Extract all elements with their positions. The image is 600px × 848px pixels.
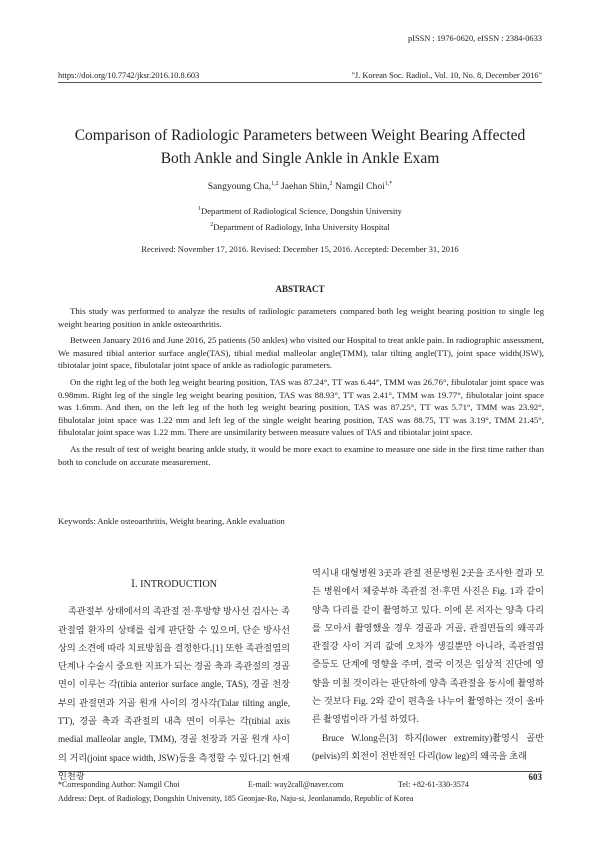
footer-address <box>58 794 542 806</box>
abstract-heading: ABSTRACT <box>275 284 325 294</box>
header-divider <box>58 82 542 83</box>
author-2: Jaehan Shin, <box>281 181 330 193</box>
footer-contact <box>58 780 542 792</box>
right-paragraph-1: 역시내 대형병원 3곳과 관절 전문병원 2곳을 조사한 결과 모든 병원에서 체중부하 족관절 전·후면 사진은 Fig. 1과 같이 양측 다리를 같이 촬영하고 있다. 이에 본 저자는 양측 다리를 모아서 촬영했을 경우 경골과 거골, 관절면들의 왜곡과 관절강 사이 거리 값에 오차가 생길뿐만 아니라, 족관절염 증등도 단계에 영향을 주며, 결국 이것은 임상적 진단에 영향을 미칠 것이라는 판단하에 양측 족관절을 동시에 촬영하는 것보다 Fig. 2와 같이 편측을 나누어 촬영하는 것이 올바른 촬영법이라 가설 하였다. <box>312 568 544 725</box>
left-column <box>58 564 290 785</box>
doi-link[interactable]: https://doi.org/10.7742/jksr.2016.10.8.603 <box>58 71 200 80</box>
abstract-body <box>58 305 544 472</box>
footer-divider <box>58 771 542 772</box>
email-link[interactable]: E-mail: way2call@naver.com <box>248 780 344 789</box>
right-paragraph-2: Bruce W.long은[3] 하지(lower extremity)촬영시 골반(pelvis)의 회전이 전반적인 다리(low leg)의 왜곡을 초래 <box>312 732 544 761</box>
keywords: Keywords: Ankle osteoarthritis, Weight bearing, Ankle evaluation <box>58 516 285 526</box>
page-number: 603 <box>528 772 542 782</box>
affiliation-2-sup: 2 <box>210 222 214 229</box>
abstract-paragraph-1: This study was performed to analyze the results of radiologic parameters compared both leg weight bearing position to single leg weight bearing position in ankle osteoarthritis. <box>58 306 544 329</box>
corresponding-author: *Corresponding Author: Namgil Choi <box>58 780 180 789</box>
author-1: Sangyoung Cha, <box>207 181 272 193</box>
right-column <box>312 564 544 765</box>
author-1-sup: 1,2 <box>271 181 279 187</box>
title-line-2: Both Ankle and Single Ankle in Ankle Exam <box>160 150 440 167</box>
author-3: Namgil Choi <box>334 181 385 193</box>
address: Address: Dept. of Radiology, Dongshin University, 185 Geonjae-Ro, Naju-si, Jeonlanamdo, Republic of Korea <box>58 794 414 803</box>
affiliation-1-sup: 1 <box>198 206 202 213</box>
abstract-paragraph-2: Between January 2016 and June 2016, 25 patients (50 ankles) who visited our Hospital to treat ankle pain. In radiographic assessment, We masured tibial anterior surface angle(TAS), tibial medial malleolar angle(TMM), talar tilting angle(TT), joint space width(JSW), tibiotalar joint space, fibulotalar joint space of ankle as radiologic parameters. <box>58 335 544 371</box>
abstract-paragraph-3: On the right leg of the both leg weight bearing position, TAS was 87.24°, TT was 6.44°, TMM was 26.76°, fibulotalar joint space was 0.98mm. Right leg of the single leg weight bearing position, TAS was 88.93°, TT was 2.41°, TMM was 19.77°, fibulotalar joint space was 1.6mm. And then, on the left leg of the both leg weight bearing position, TAS was 87.25°, TT was 5.71°, TMM was 23.92°, fibulotalar joint space was 1.22 mm and left leg of the single weight bearing position, TAS was 88.75, TT was 3.19°, TMM 21.45°, fibulotalar joint space was 1.22 mm. There are unsimilarity between measure values of TAS and tibiotalar joint space. <box>58 376 544 438</box>
abstract-paragraph-4: As the result of test of weight bearing ankle study, it would be more exact to examine to measure one side in the first time rather than both to conclude on accurate measurement. <box>58 443 544 467</box>
author-2-sup: 2 <box>329 181 333 187</box>
received-dates: Received: November 17, 2016. Revised: December 15, 2016. Accepted: December 31, 2016 <box>141 244 459 254</box>
issn-line: pISSN : 1976-0620, eISSN : 2384-0633 <box>407 34 542 43</box>
affiliation-1 <box>0 206 600 216</box>
section-heading-introduction: Ⅰ. INTRODUCTION <box>130 579 218 590</box>
paper-title <box>40 124 560 170</box>
author-3-sup: 1,* <box>384 181 393 187</box>
journal-citation: "J. Korean Soc. Radiol., Vol. 10, No. 8, December 2016" <box>351 71 542 80</box>
left-paragraph-1: 족관절부 상태에서의 족관절 전·후방향 방사선 검사는 족관절염 환자의 상태를 쉽게 판단할 수 있으며, 단순 방사선 상의 소견에 따라 치료방침을 결정한다.[1] 또한 족관절염의 단계나 수술시 중요한 지표가 되는 경골 축과 족관절의 경골면이 이루는 각(tibia anterior surface angle, TAS), 경골 천장부의 관절면과 거골 원개 사이의 경사각(Talar tilting angle, TT), 경골 축과 족관절의 내측 면이 이루는 각(tibial axis medial malleolar angle, TMM), 경골 천장과 거골 원개 사이의 거리(joint space width, JSW)등을 측정할 수 있다.[2] 현재 인천광 <box>58 606 290 781</box>
affiliation-2-text: Department of Radiology, Inha University Hospital <box>213 222 390 232</box>
title-line-1: Comparison of Radiologic Parameters between Weight Bearing Affected <box>74 127 526 144</box>
issn-block <box>408 33 542 45</box>
telephone: Tel: +82-61-330-3574 <box>398 780 469 789</box>
author-list <box>0 181 600 192</box>
affiliation-2 <box>0 222 600 232</box>
affiliation-1-text: Department of Radiological Science, Dongshin University <box>201 206 402 216</box>
